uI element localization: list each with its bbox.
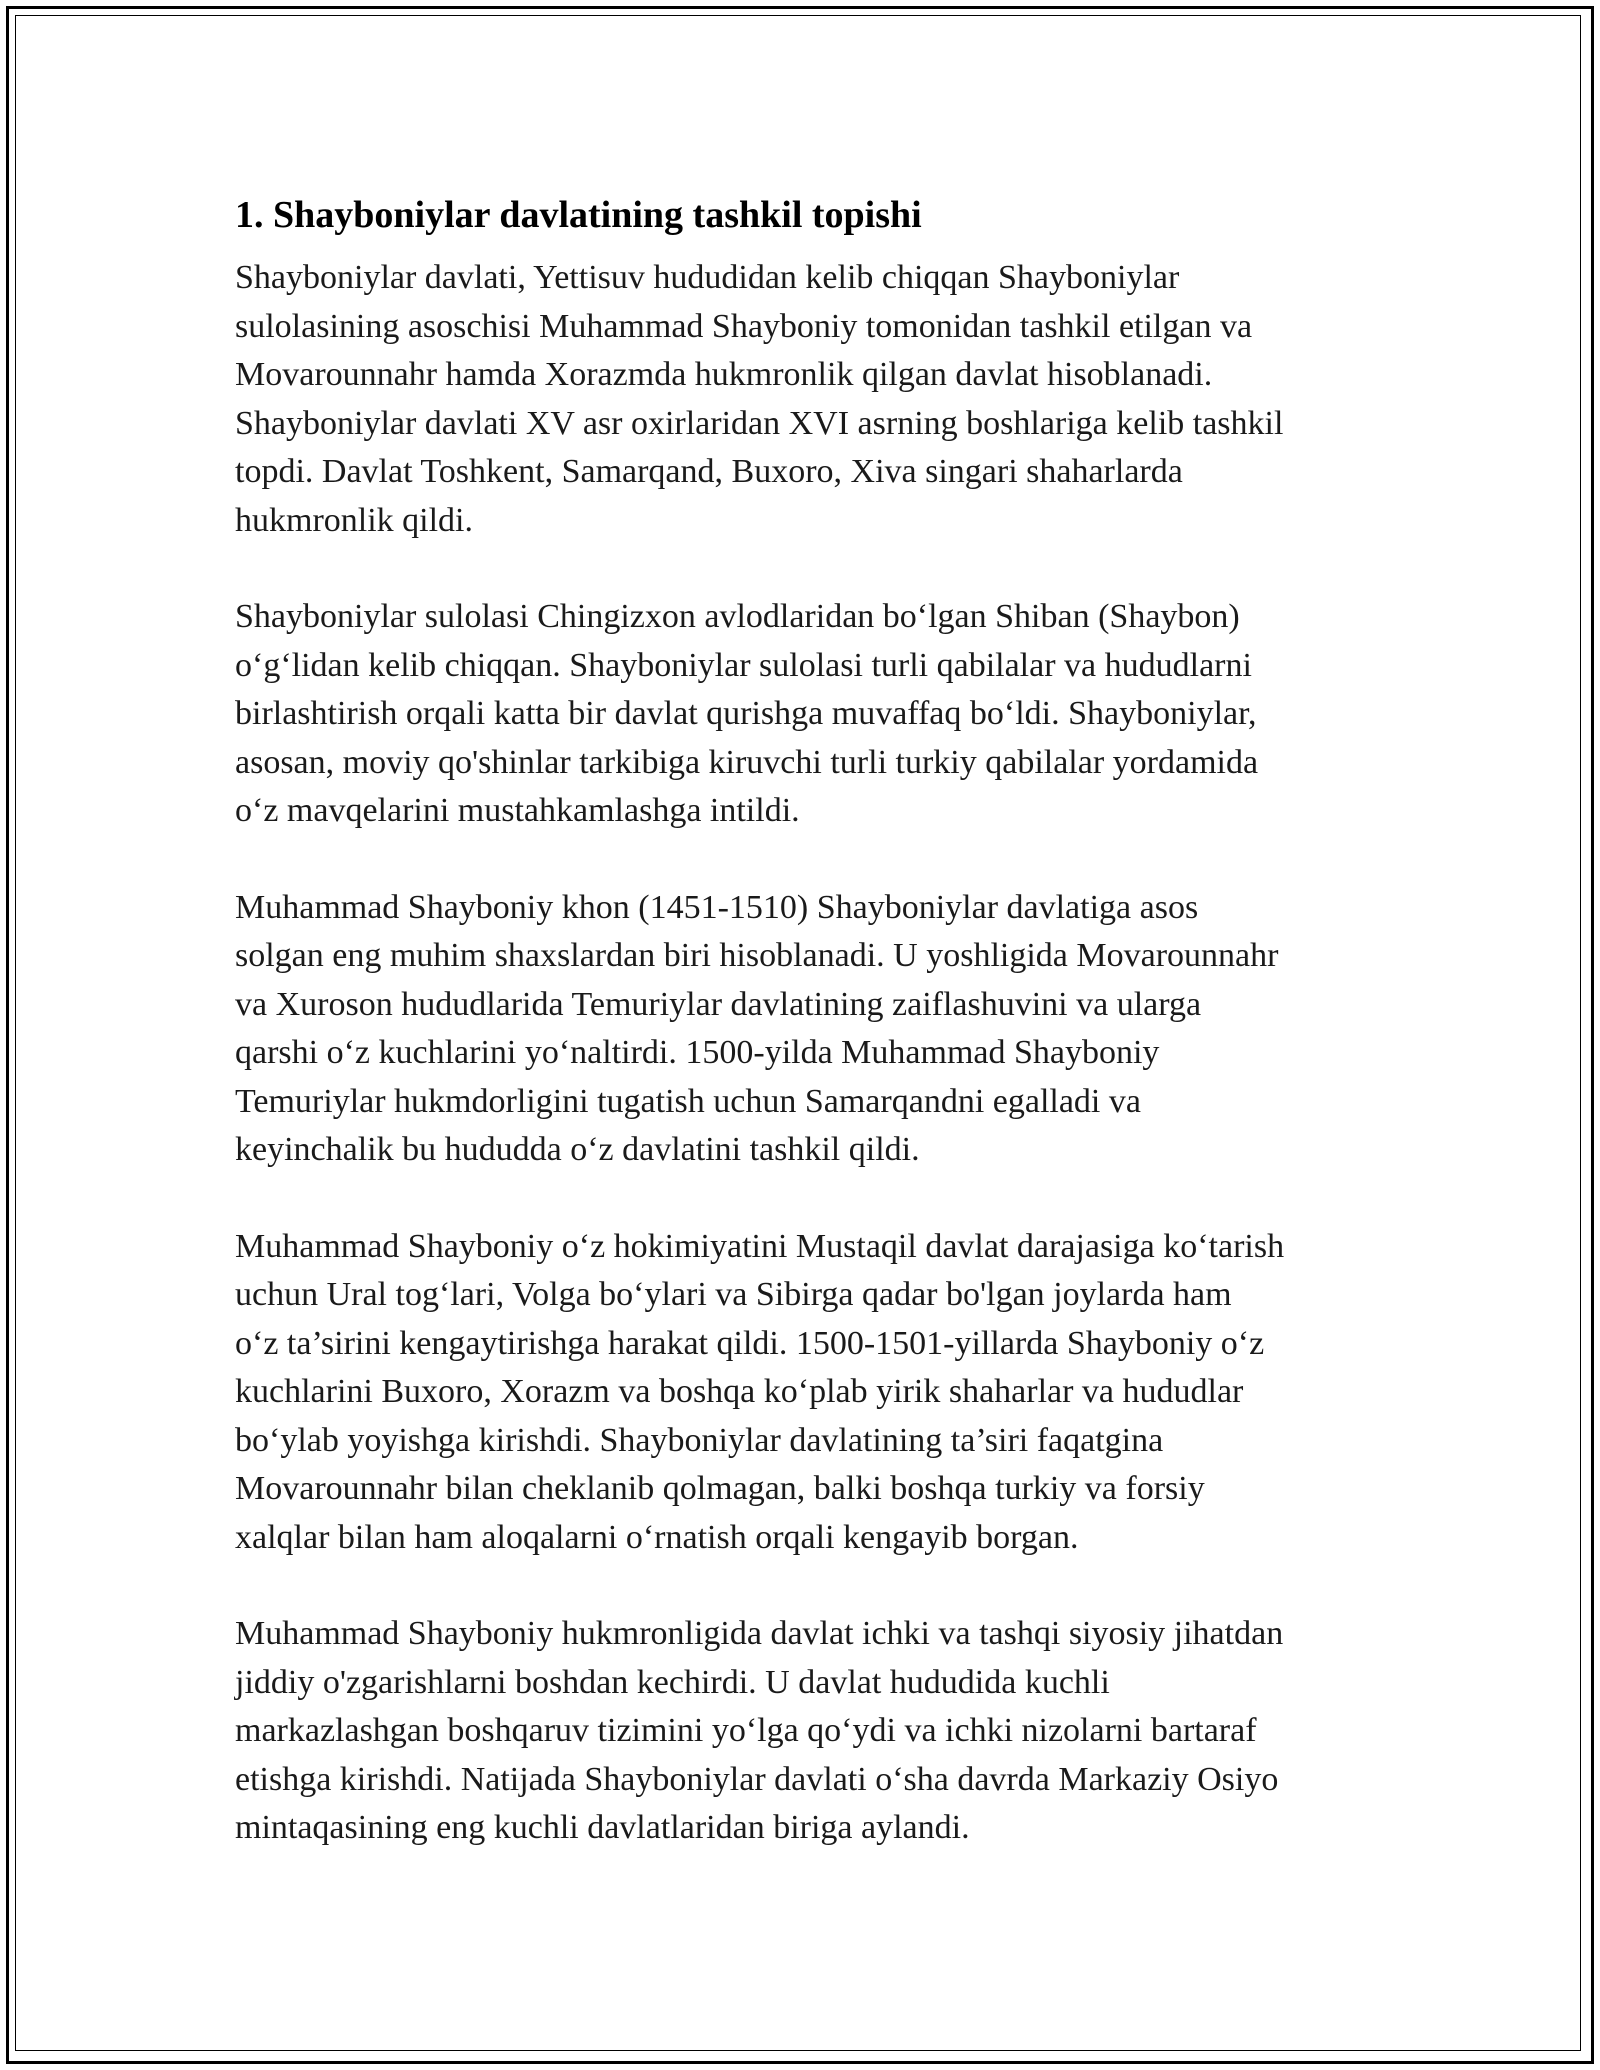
- text-line: Shayboniylar davlati XV asr oxirlaridan XVI asrning boshlariga kelib tashkil: [235, 404, 1284, 442]
- text-line: kuchlarini Buxoro, Xorazm va boshqa ko‘plab yirik shaharlar va hududlar: [235, 1373, 1244, 1410]
- paragraph-4: [235, 1223, 1385, 1563]
- text-line: etishga kirishdi. Natijada Shayboniylar davlati o‘sha davrda Markaziy Osiyo: [235, 1760, 1279, 1798]
- text-line: o‘z mavqelarini mustahkamlashga intildi.: [235, 792, 800, 829]
- text-line: uchun Ural tog‘lari, Volga bo‘ylari va Sibirga qadar bo'lgan joylarda ham: [235, 1276, 1232, 1313]
- text-line: o‘z ta’sirini kengaytirishga harakat qildi. 1500-1501-yillarda Shayboniy o‘z: [235, 1324, 1265, 1362]
- text-line: mintaqasining eng kuchli davlatlaridan biriga aylandi.: [235, 1809, 970, 1846]
- text-line: keyinchalik bu hududda o‘z davlatini tashkil qildi.: [235, 1131, 920, 1168]
- text-line: Temuriylar hukmdorligini tugatish uchun Samarqandni egalladi va: [235, 1082, 1141, 1120]
- paragraph-3: [235, 884, 1385, 1175]
- section-heading: 1. Shayboniylar davlatining tashkil topishi: [235, 194, 922, 236]
- paragraph-2: [235, 593, 1385, 836]
- text-line: jiddiy o'zgarishlarni boshdan kechirdi. U davlat hududida kuchli: [235, 1663, 1110, 1701]
- text-line: Muhammad Shayboniy o‘z hokimiyatini Mustaqil davlat darajasiga ko‘tarish: [235, 1227, 1285, 1265]
- text-line: Movarounnahr hamda Xorazmda hukmronlik qilgan davlat hisoblanadi.: [235, 356, 1213, 393]
- text-line: Shayboniylar davlati, Yettisuv hududidan kelib chiqqan Shayboniylar: [235, 259, 1180, 296]
- text-line: Movarounnahr bilan cheklanib qolmagan, balki boshqa turkiy va forsiy: [235, 1470, 1205, 1507]
- text-line: sulolasining asoschisi Muhammad Shayboniy tomonidan tashkil etilgan va: [235, 307, 1253, 345]
- text-line: solgan eng muhim shaxslardan biri hisoblanadi. U yoshligida Movarounnahr: [235, 937, 1279, 974]
- text-line: qarshi o‘z kuchlarini yo‘naltirdi. 1500-yilda Muhammad Shayboniy: [235, 1034, 1160, 1071]
- text-line: topdi. Davlat Toshkent, Samarqand, Buxoro, Xiva singari shaharlarda: [235, 453, 1183, 490]
- document-body: [235, 190, 1385, 1901]
- text-line: asosan, moviy qo'shinlar tarkibiga kiruvchi turli turkiy qabilalar yordamida: [235, 743, 1259, 781]
- paragraph-5: [235, 1610, 1385, 1853]
- text-line: hukmronlik qildi.: [235, 501, 473, 539]
- text-line: va Xuroson hududlarida Temuriylar davlatining zaiflashuvini va ularga: [235, 985, 1202, 1023]
- paragraph-1: [235, 254, 1385, 545]
- text-line: birlashtirish orqali katta bir davlat qurishga muvaffaq bo‘ldi. Shayboniylar,: [235, 695, 1257, 732]
- text-line: bo‘ylab yoyishga kirishdi. Shayboniylar davlatining ta’siri faqatgina: [235, 1421, 1164, 1459]
- text-line: Muhammad Shayboniy khon (1451-1510) Shayboniylar davlatiga asos: [235, 888, 1199, 926]
- text-line: Shayboniylar sulolasi Chingizxon avlodlaridan bo‘lgan Shiban (Shaybon): [235, 598, 1240, 635]
- text-line: o‘g‘lidan kelib chiqqan. Shayboniylar sulolasi turli qabilalar va hududlarni: [235, 646, 1252, 684]
- text-line: xalqlar bilan ham aloqalarni o‘rnatish orqali kengayib borgan.: [235, 1518, 1079, 1556]
- text-line: Muhammad Shayboniy hukmronligida davlat ichki va tashqi siyosiy jihatdan: [235, 1615, 1284, 1652]
- text-line: markazlashgan boshqaruv tizimini yo‘lga qo‘ydi va ichki nizolarni bartaraf: [235, 1712, 1257, 1749]
